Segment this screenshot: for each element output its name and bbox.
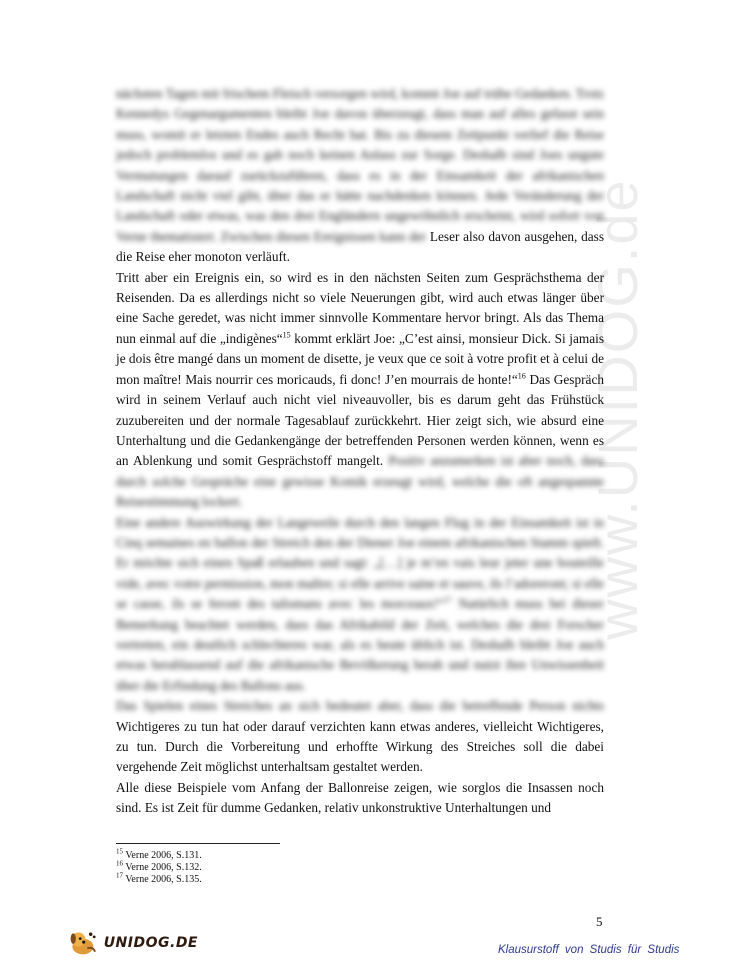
footnote-number: 16 xyxy=(116,859,123,868)
paragraph-1 xyxy=(116,84,604,268)
visible-text: Alle diese Beispiele vom Anfang der Ballonreise zeigen, wie sorglos die Insassen noch sind. Es ist Zeit für dumme Gedanken, relativ unkonstruktive Unterhaltungen und xyxy=(116,779,604,816)
visible-text: Leser also davon ausgehen, dass die Reise eher monoton verläuft. xyxy=(116,228,605,265)
blurred-text: Positiv anzumerken ist aber noch, dass durch solche Gespräche eine gewisse Komik erzeugt wird, welche die oft angespannte Reisestimmung lockert. xyxy=(116,453,604,510)
footnote-divider xyxy=(116,843,280,844)
visible-text: Tritt aber ein Ereignis ein, so wird es in den nächsten Seiten zum Gesprächsthema der Reisenden. Da es allerdings nicht so viele Neuerungen gibt, wird auch etwas länger über eine Sache geredet, was nicht immer sinnvolle Kommentare hervor bringt. Als das Thema nun einmal auf die „indigènes“ xyxy=(116,269,604,346)
footnotes xyxy=(116,843,516,886)
site-logo[interactable] xyxy=(68,926,198,960)
footnote-text: Verne 2006, S.135. xyxy=(123,874,202,885)
visible-text: Das Gespräch wird in seinem Verlauf auch nicht viel niveauvoller, bis es darum geht das Frühstück zuzubereiten und der normale Tagesablauf zurückkehrt. Hier zeigt sich, wie absurd eine Unterhaltung und die Gedankengänge der betreffenden Personen werden können, wenn es an Ablenkung und somit Gesprächstoff mangelt. xyxy=(116,371,604,469)
watermark: www.UNIDOG.de xyxy=(586,178,649,640)
visible-text: Wichtigeres zu tun hat oder darauf verzichten kann etwas anderes, vielleicht Wichtigeres, zu tun. Durch die Vorbereitung und erhoffte Wirkung des Streiches soll die dabei vergehende Zeit möglichst unterhaltsam gestaltet werden. xyxy=(116,718,604,775)
footnote-number: 15 xyxy=(116,847,123,856)
blurred-text: nächsten Tagen mit frischem Fleisch versorgen wird, kommt Joe auf trübe Gedanken. Trotz Kennedys Gegenargumenten bleibt Joe davon überzeugt, dass man auf alles gefasst sein muss, womit er letzten Endes auch Recht hat. Bis zu diesem Zeitpunkt verlief die Reise jedoch problemlos und es gab noch keinen Anlass zur Sorge. Deshalb sind Joes ungute Vermutungen darauf zurückzuführen, dass es in der Einsamkeit der afrikanischen Landschaft nicht viel gibt, über das er hätte nachdenken können. Jede Veränderung der Landschaft oder etwas, was den drei Engländern ungewöhnlich erscheint, wird sofort von Verne thematisiert. Zwischen diesen Ereignissen kann der xyxy=(116,86,604,244)
page-number: 5 xyxy=(596,914,603,929)
paragraph-2 xyxy=(116,268,604,513)
paragraph-4 xyxy=(116,696,604,778)
footnote-number: 17 xyxy=(116,871,123,880)
visible-text: kommt erklärt Joe: „C’est ainsi, monsieur Dick. Si jamais je dois être mangé dans un moment de disette, je veux que ce soit à votre profit et à celui de mon maître! Mais nourrir ces moricauds, fi donc! J’en mourrais de honte!“ xyxy=(116,330,604,387)
body-text xyxy=(116,84,604,819)
tagline: Klausurstoff von Studis für Studis xyxy=(498,944,680,956)
footnote-ref: 17 xyxy=(443,595,452,605)
paragraph-5 xyxy=(116,778,604,819)
paragraph-3 xyxy=(116,513,604,697)
footnote xyxy=(116,859,516,874)
blurred-text: Natürlich muss bei dieser Bemerkung beachtet werden, dass das Afrikabild der Zeit, welches die drei Forscher vertreten, ein deutlich schlechteres war, als es heute üblich ist. Deshalb bleibt Joe auch etwas herablassend auf die afrikanische Bevölkerung herab und nutzt ihre Unwissenheit über die Erfindung des Ballons aus. xyxy=(116,596,604,693)
footnote xyxy=(116,871,516,886)
footnote xyxy=(116,847,516,862)
logo-text: UNIDOG.DE xyxy=(103,935,198,951)
blurred-text: Eine andere Auswirkung der Langeweile durch den langen Flug in der Einsamkeit ist in Cinq semaines en ballon der Streich den der Diener Joe einem afrikanischen Stamm spielt. Er möchte sich einen Spaß erlauben und sagt: „[…] je m’en vais leur jeter une bouteille vide, avec votre permission, mon maître; si elle arrive saine et sauve, ils l’adoreront; si elle se casse, ils se feront des talismans avec les morceaux!“ xyxy=(116,514,604,612)
footnote-text: Verne 2006, S.132. xyxy=(123,862,202,873)
blurred-text: Das Spielen eines Streiches an sich bedeutet aber, dass die betreffende Person nichts xyxy=(116,698,604,714)
footnote-text: Verne 2006, S.131. xyxy=(123,850,202,861)
dog-mascot-icon xyxy=(68,927,98,959)
footnote-ref: 15 xyxy=(282,330,291,340)
footnote-ref: 16 xyxy=(517,371,526,381)
